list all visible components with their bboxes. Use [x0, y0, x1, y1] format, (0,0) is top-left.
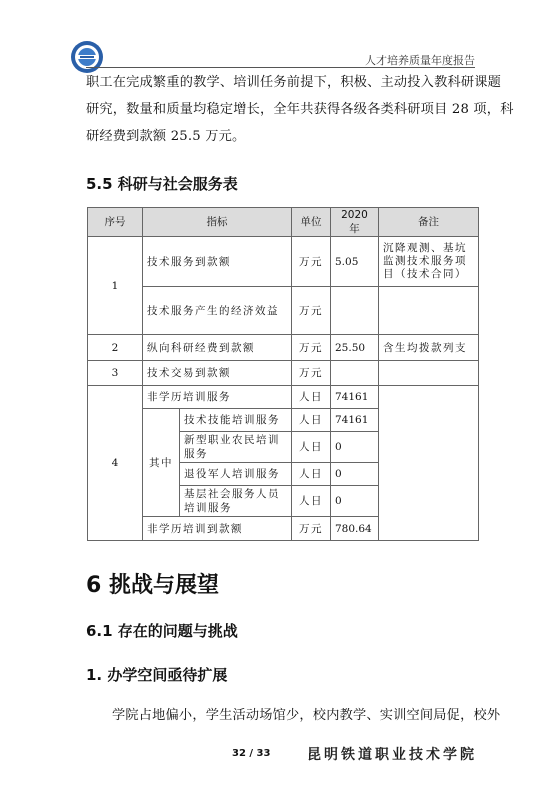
value-cell: 0	[331, 432, 379, 463]
unit-cell: 人日	[292, 432, 331, 463]
unit-cell: 万元	[292, 335, 331, 361]
intro-line-1: 职工在完成繁重的教学、培训任务前提下，积极、主动投入教科研课题	[86, 75, 502, 90]
value-cell: 74161	[331, 386, 379, 409]
note-cell: 沉降观测、基坑监测技术服务项目（技术合同）	[379, 237, 479, 287]
sub-group-label: 其中	[143, 409, 180, 517]
header-divider	[86, 67, 475, 68]
col-header-indicator: 指标	[143, 208, 292, 237]
subsection-1-title: 1. 办学空间亟待扩展	[86, 666, 228, 684]
indicator-cell: 非学历培训到款额	[143, 517, 292, 541]
indicator-cell: 技术服务到款额	[143, 237, 292, 287]
value-cell: 25.50	[331, 335, 379, 361]
indicator-cell: 技术交易到款额	[143, 361, 292, 386]
value-cell: 0	[331, 486, 379, 517]
row-number: 1	[88, 237, 143, 335]
unit-cell: 万元	[292, 361, 331, 386]
unit-cell: 万元	[292, 517, 331, 541]
header-title: 人才培养质量年度报告	[365, 54, 475, 67]
col-header-note: 备注	[379, 208, 479, 237]
note-cell	[379, 287, 479, 335]
indicator-cell: 基层社会服务人员培训服务	[180, 486, 292, 517]
table-row	[88, 287, 479, 335]
school-name-footer: 昆明铁道职业技术学院	[307, 747, 477, 763]
value-cell: 0	[331, 463, 379, 486]
indicator-cell: 技术技能培训服务	[180, 409, 292, 432]
unit-cell: 万元	[292, 237, 331, 287]
value-cell: 74161	[331, 409, 379, 432]
unit-cell: 万元	[292, 287, 331, 335]
section-5-5-title: 5.5 科研与社会服务表	[86, 175, 238, 193]
unit-cell: 人日	[292, 409, 331, 432]
table-header-row	[88, 208, 479, 237]
value-cell: 5.05	[331, 237, 379, 287]
unit-cell: 人日	[292, 486, 331, 517]
value-cell	[331, 287, 379, 335]
section-6-title: 6 挑战与展望	[86, 573, 219, 598]
row-number: 2	[88, 335, 143, 361]
intro-line-2: 研究，数量和质量均稳定增长，全年共获得各级各类科研项目 28 项，科	[86, 102, 514, 117]
intro-line-3: 研经费到款额 25.5 万元。	[86, 129, 246, 144]
note-cell: 含生均拨款列支	[379, 335, 479, 361]
research-service-table	[87, 207, 479, 541]
col-header-year: 2020 年	[331, 208, 379, 237]
value-cell: 780.64	[331, 517, 379, 541]
page-number: 32 / 33	[232, 748, 271, 759]
indicator-cell: 技术服务产生的经济效益	[143, 287, 292, 335]
indicator-cell: 纵向科研经费到款额	[143, 335, 292, 361]
unit-cell: 人日	[292, 463, 331, 486]
note-cell	[379, 361, 479, 386]
indicator-cell: 非学历培训服务	[143, 386, 292, 409]
indicator-cell: 新型职业农民培训服务	[180, 432, 292, 463]
col-header-no: 序号	[88, 208, 143, 237]
table-row	[88, 335, 479, 361]
indicator-cell: 退役军人培训服务	[180, 463, 292, 486]
note-cell	[379, 386, 479, 541]
unit-cell: 人日	[292, 386, 331, 409]
row-number: 4	[88, 386, 143, 541]
row-number: 3	[88, 361, 143, 386]
value-cell	[331, 361, 379, 386]
section-6-1-title: 6.1 存在的问题与挑战	[86, 622, 238, 640]
closing-paragraph: 学院占地偏小，学生活动场馆少，校内教学、实训空间局促，校外	[112, 708, 501, 723]
table-row	[88, 361, 479, 386]
col-header-unit: 单位	[292, 208, 331, 237]
table-row	[88, 386, 479, 409]
table-row	[88, 237, 479, 287]
